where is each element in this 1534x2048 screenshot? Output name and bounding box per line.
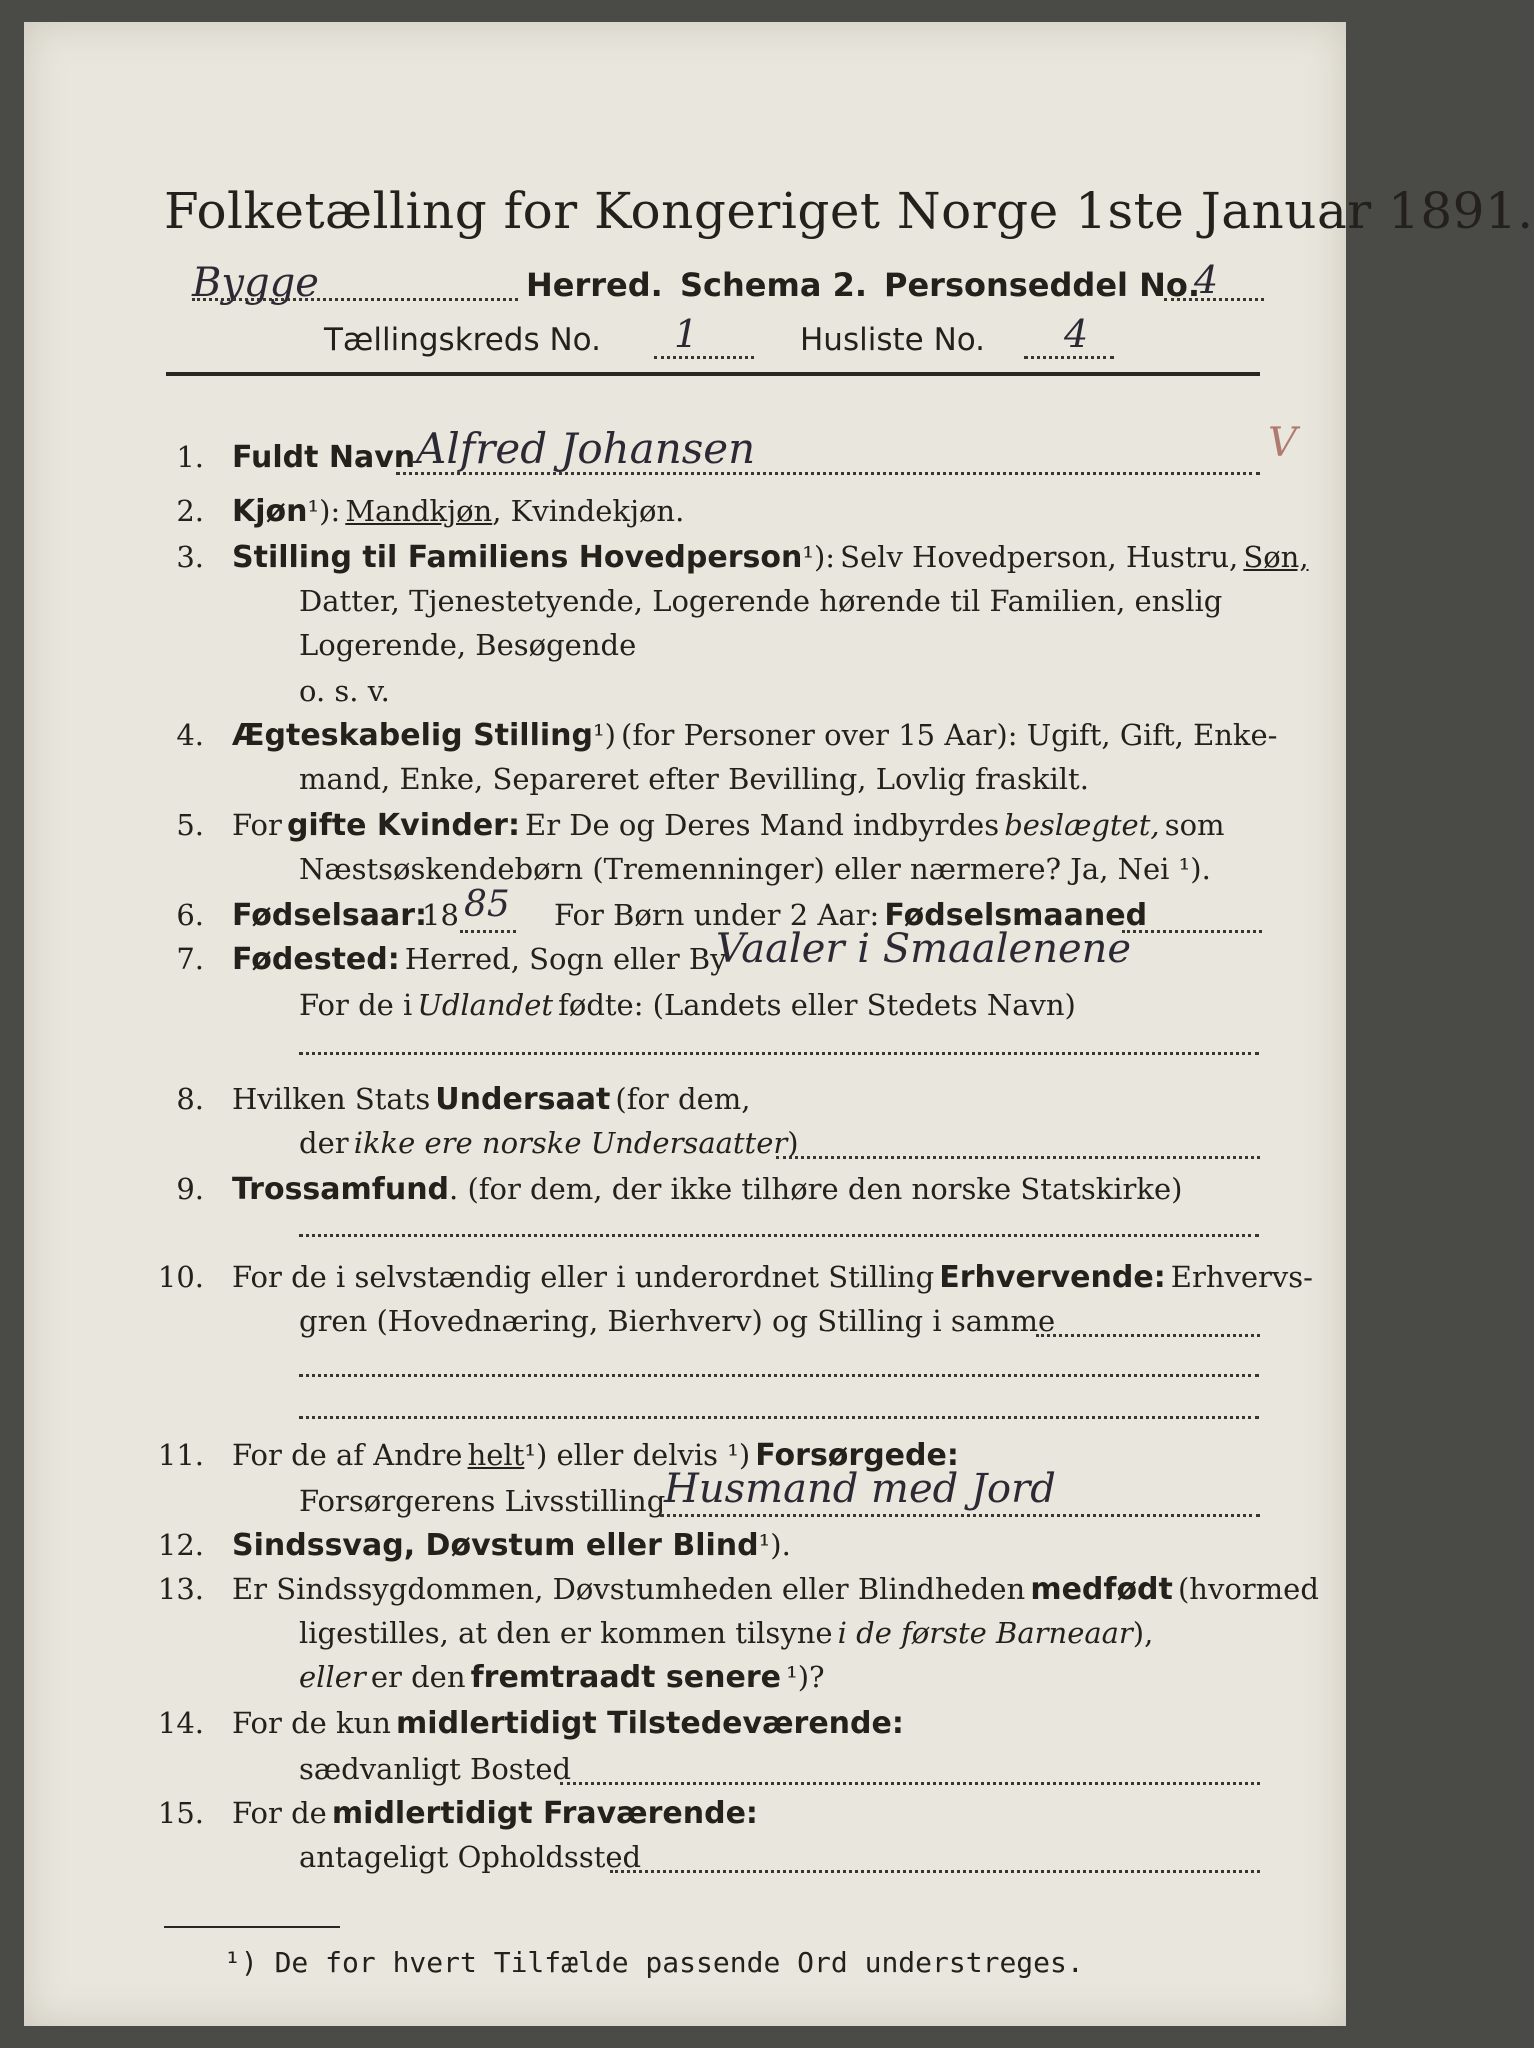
q12-number: 12. [157, 1528, 204, 1562]
personseddel-value: 4 [1194, 258, 1219, 302]
q5-som: som [1164, 808, 1225, 842]
q11-label: Forsørgede: [755, 1438, 959, 1473]
q7-line-1 [232, 942, 727, 977]
q2-sup: ¹): [307, 494, 341, 528]
q5-line-1 [232, 808, 1225, 843]
q6-dotted-line [1122, 930, 1262, 933]
q3-son: Søn, [1243, 540, 1309, 574]
schema-label: Schema 2. [680, 266, 867, 304]
q1-dotted-line [396, 472, 1260, 475]
q11-text: For de af Andre [232, 1438, 463, 1472]
q8-text: Hvilken Stats [232, 1082, 431, 1116]
q13-text-2: (hvormed [1177, 1572, 1319, 1606]
q9-label: Trossamfund [232, 1172, 450, 1207]
q15-line-1 [232, 1796, 758, 1831]
q10-line-1 [232, 1260, 1313, 1295]
q3-sup: ¹): [802, 540, 836, 574]
q10-dotted-line-3 [299, 1416, 1259, 1419]
q13-line-3-end: ¹)? [786, 1660, 825, 1694]
q12-label: Sindssvag, Døvstum eller Blind [232, 1528, 759, 1563]
q6-year-dotted-line [460, 930, 516, 933]
q8-paren: ) [787, 1126, 799, 1160]
q14-line-1 [232, 1706, 904, 1741]
q1-number: 1. [176, 440, 204, 474]
q6-number: 6. [176, 898, 204, 932]
q7-line-2 [299, 988, 1076, 1022]
footnote-rule [164, 1926, 340, 1928]
herred-value: Bygge [192, 260, 319, 306]
q13-label: medfødt [1030, 1572, 1173, 1607]
q11-dotted-line [660, 1514, 1260, 1517]
q12-sup: ¹). [758, 1528, 791, 1562]
q2-option-female: , Kvindekjøn. [492, 494, 685, 528]
personseddel-label: Personseddel No. [884, 266, 1201, 304]
q7-text: Herred, Sogn eller By [404, 942, 727, 976]
q10-dotted-line-1 [1036, 1334, 1260, 1337]
q13-line-2-em: i de første Barneaar [837, 1616, 1133, 1650]
q5-em: beslægtet, [1004, 808, 1160, 842]
q3-number: 3. [176, 540, 204, 574]
q15-dotted-line [610, 1870, 1260, 1873]
q10-text: For de i selvstændig eller i underordnet Stilling [232, 1260, 935, 1294]
form-title: Folketælling for Kongeriget Norge 1ste Januar 1891. [164, 182, 1534, 240]
q13-eller: eller [299, 1660, 366, 1694]
personseddel-dotted-line [1164, 298, 1264, 301]
q11-line-2: Forsørgerens Livsstilling [299, 1484, 666, 1518]
q13-line-1 [232, 1572, 1319, 1607]
q15-text: For de [232, 1796, 327, 1830]
kreds-label: Tællingskreds No. [324, 322, 601, 358]
q3-label: Stilling til Familiens Hovedperson [232, 540, 803, 575]
husliste-label: Husliste No. [800, 322, 986, 358]
q13-line-3-text: er den [370, 1660, 466, 1694]
q8-der: der [299, 1126, 349, 1160]
q11-number: 11. [157, 1438, 204, 1472]
q8-number: 8. [176, 1082, 204, 1116]
q2-option-male: Mandkjøn [345, 494, 493, 528]
q6-answer: 85 [464, 884, 510, 925]
q7-dotted-line [299, 1052, 1259, 1055]
q6-text: For Børn under 2 Aar: [554, 898, 880, 932]
q9-text: . (for dem, der ikke tilhøre den norske Statskirke) [449, 1172, 1183, 1206]
q3-line-4: o. s. v. [299, 674, 390, 708]
q13-line-3-label: fremtraadt senere [470, 1660, 781, 1695]
q8-label: Undersaat [435, 1082, 611, 1117]
q13-line-2-text: ligestilles, at den er kommen tilsyne [299, 1616, 833, 1650]
q7-udlandet: Udlandet [417, 988, 554, 1022]
check-mark: V [1268, 420, 1297, 466]
q13-line-2 [299, 1616, 1153, 1650]
q10-number: 10. [157, 1260, 204, 1294]
header-rule [166, 372, 1260, 376]
herred-label: Herred. [526, 266, 663, 304]
q8-line-2 [299, 1126, 799, 1160]
q13-line-3 [299, 1660, 825, 1695]
q4-sup: ¹) [592, 718, 616, 752]
q7-label: Fødested: [232, 942, 400, 977]
kreds-value: 1 [674, 312, 699, 356]
q9-number: 9. [176, 1172, 204, 1206]
q15-line-2: antageligt Opholdssted [299, 1840, 642, 1874]
q2-label: Kjøn [232, 494, 308, 529]
q6-label: Fødselsaar: [232, 898, 427, 933]
q4-line-1 [232, 718, 1277, 753]
q14-number: 14. [157, 1706, 204, 1740]
q12-line-1 [232, 1528, 791, 1563]
footnote: ¹) De for hvert Tilfælde passende Ord understreges. [224, 1946, 1084, 1979]
q2-line [232, 494, 684, 529]
q5-for: For [232, 808, 282, 842]
q1-answer: Alfred Johansen [416, 424, 756, 473]
q7-answer: Vaaler i Smaalenene [716, 926, 1132, 972]
q13-text: Er Sindssygdommen, Døvstumheden eller Blindheden [232, 1572, 1026, 1606]
q6-prefix: 18 [422, 898, 459, 932]
q14-line-2: sædvanligt Bosted [299, 1752, 572, 1786]
q5-text: Er De og Deres Mand indbyrdes [525, 808, 1000, 842]
q7-for: For de i [299, 988, 413, 1022]
q8-em: ikke ere norske Undersaatter [353, 1126, 788, 1160]
q11-text-2: ¹) eller delvis ¹) [524, 1438, 751, 1472]
q11-helt: helt [467, 1438, 525, 1472]
q13-number: 13. [157, 1572, 204, 1606]
q10-label: Erhvervende: [939, 1260, 1166, 1295]
q4-text: (for Personer over 15 Aar): Ugift, Gift, Enke- [621, 718, 1278, 752]
q8-dotted-line [776, 1156, 1260, 1159]
q3-text: Selv Hovedperson, Hustru, [840, 540, 1239, 574]
q14-dotted-line [560, 1782, 1260, 1785]
q14-text: For de kun [232, 1706, 391, 1740]
q9-line-1 [232, 1172, 1182, 1207]
census-form [24, 22, 1534, 2026]
q14-label: midlertidigt Tilstedeværende: [396, 1706, 904, 1741]
kreds-dotted-line [654, 356, 754, 359]
q10-line-2: gren (Hovednæring, Bierhverv) og Stilling i samme [299, 1304, 1056, 1338]
q7-number: 7. [176, 942, 204, 976]
q5-number: 5. [176, 808, 204, 842]
herred-dotted-line [192, 298, 518, 301]
q1-label: Fuldt Navn [232, 440, 416, 475]
q6-label-2: Fødselsmaaned [884, 898, 1148, 933]
q5-label: gifte Kvinder: [286, 808, 520, 843]
q9-dotted-line [299, 1234, 1259, 1237]
q10-dotted-line-2 [299, 1374, 1259, 1377]
q7-text-2: fødte: (Landets eller Stedets Navn) [558, 988, 1076, 1022]
q15-label: midlertidigt Fraværende: [331, 1796, 758, 1831]
q4-number: 4. [176, 718, 204, 752]
q3-line-2: Datter, Tjenestetyende, Logerende hørende til Familien, enslig [299, 584, 1223, 618]
husliste-value: 4 [1064, 312, 1089, 356]
q5-line-2: Næstsøskendebørn (Tremenninger) eller nærmere? Ja, Nei ¹). [299, 852, 1211, 886]
q11-answer: Husmand med Jord [664, 1466, 1056, 1512]
q4-label: Ægteskabelig Stilling [232, 718, 593, 753]
q2-number: 2. [176, 494, 204, 528]
husliste-dotted-line [1024, 356, 1114, 359]
q10-text-2: Erhvervs- [1170, 1260, 1313, 1294]
q3-line-3: Logerende, Besøgende [299, 628, 637, 662]
q13-line-2-end: ), [1132, 1616, 1154, 1650]
q3-line-1 [232, 540, 1309, 575]
q15-number: 15. [157, 1796, 204, 1830]
q8-line-1 [232, 1082, 750, 1117]
q4-line-2: mand, Enke, Separeret efter Bevilling, Lovlig fraskilt. [299, 762, 1089, 796]
q8-text-2: (for dem, [615, 1082, 751, 1116]
